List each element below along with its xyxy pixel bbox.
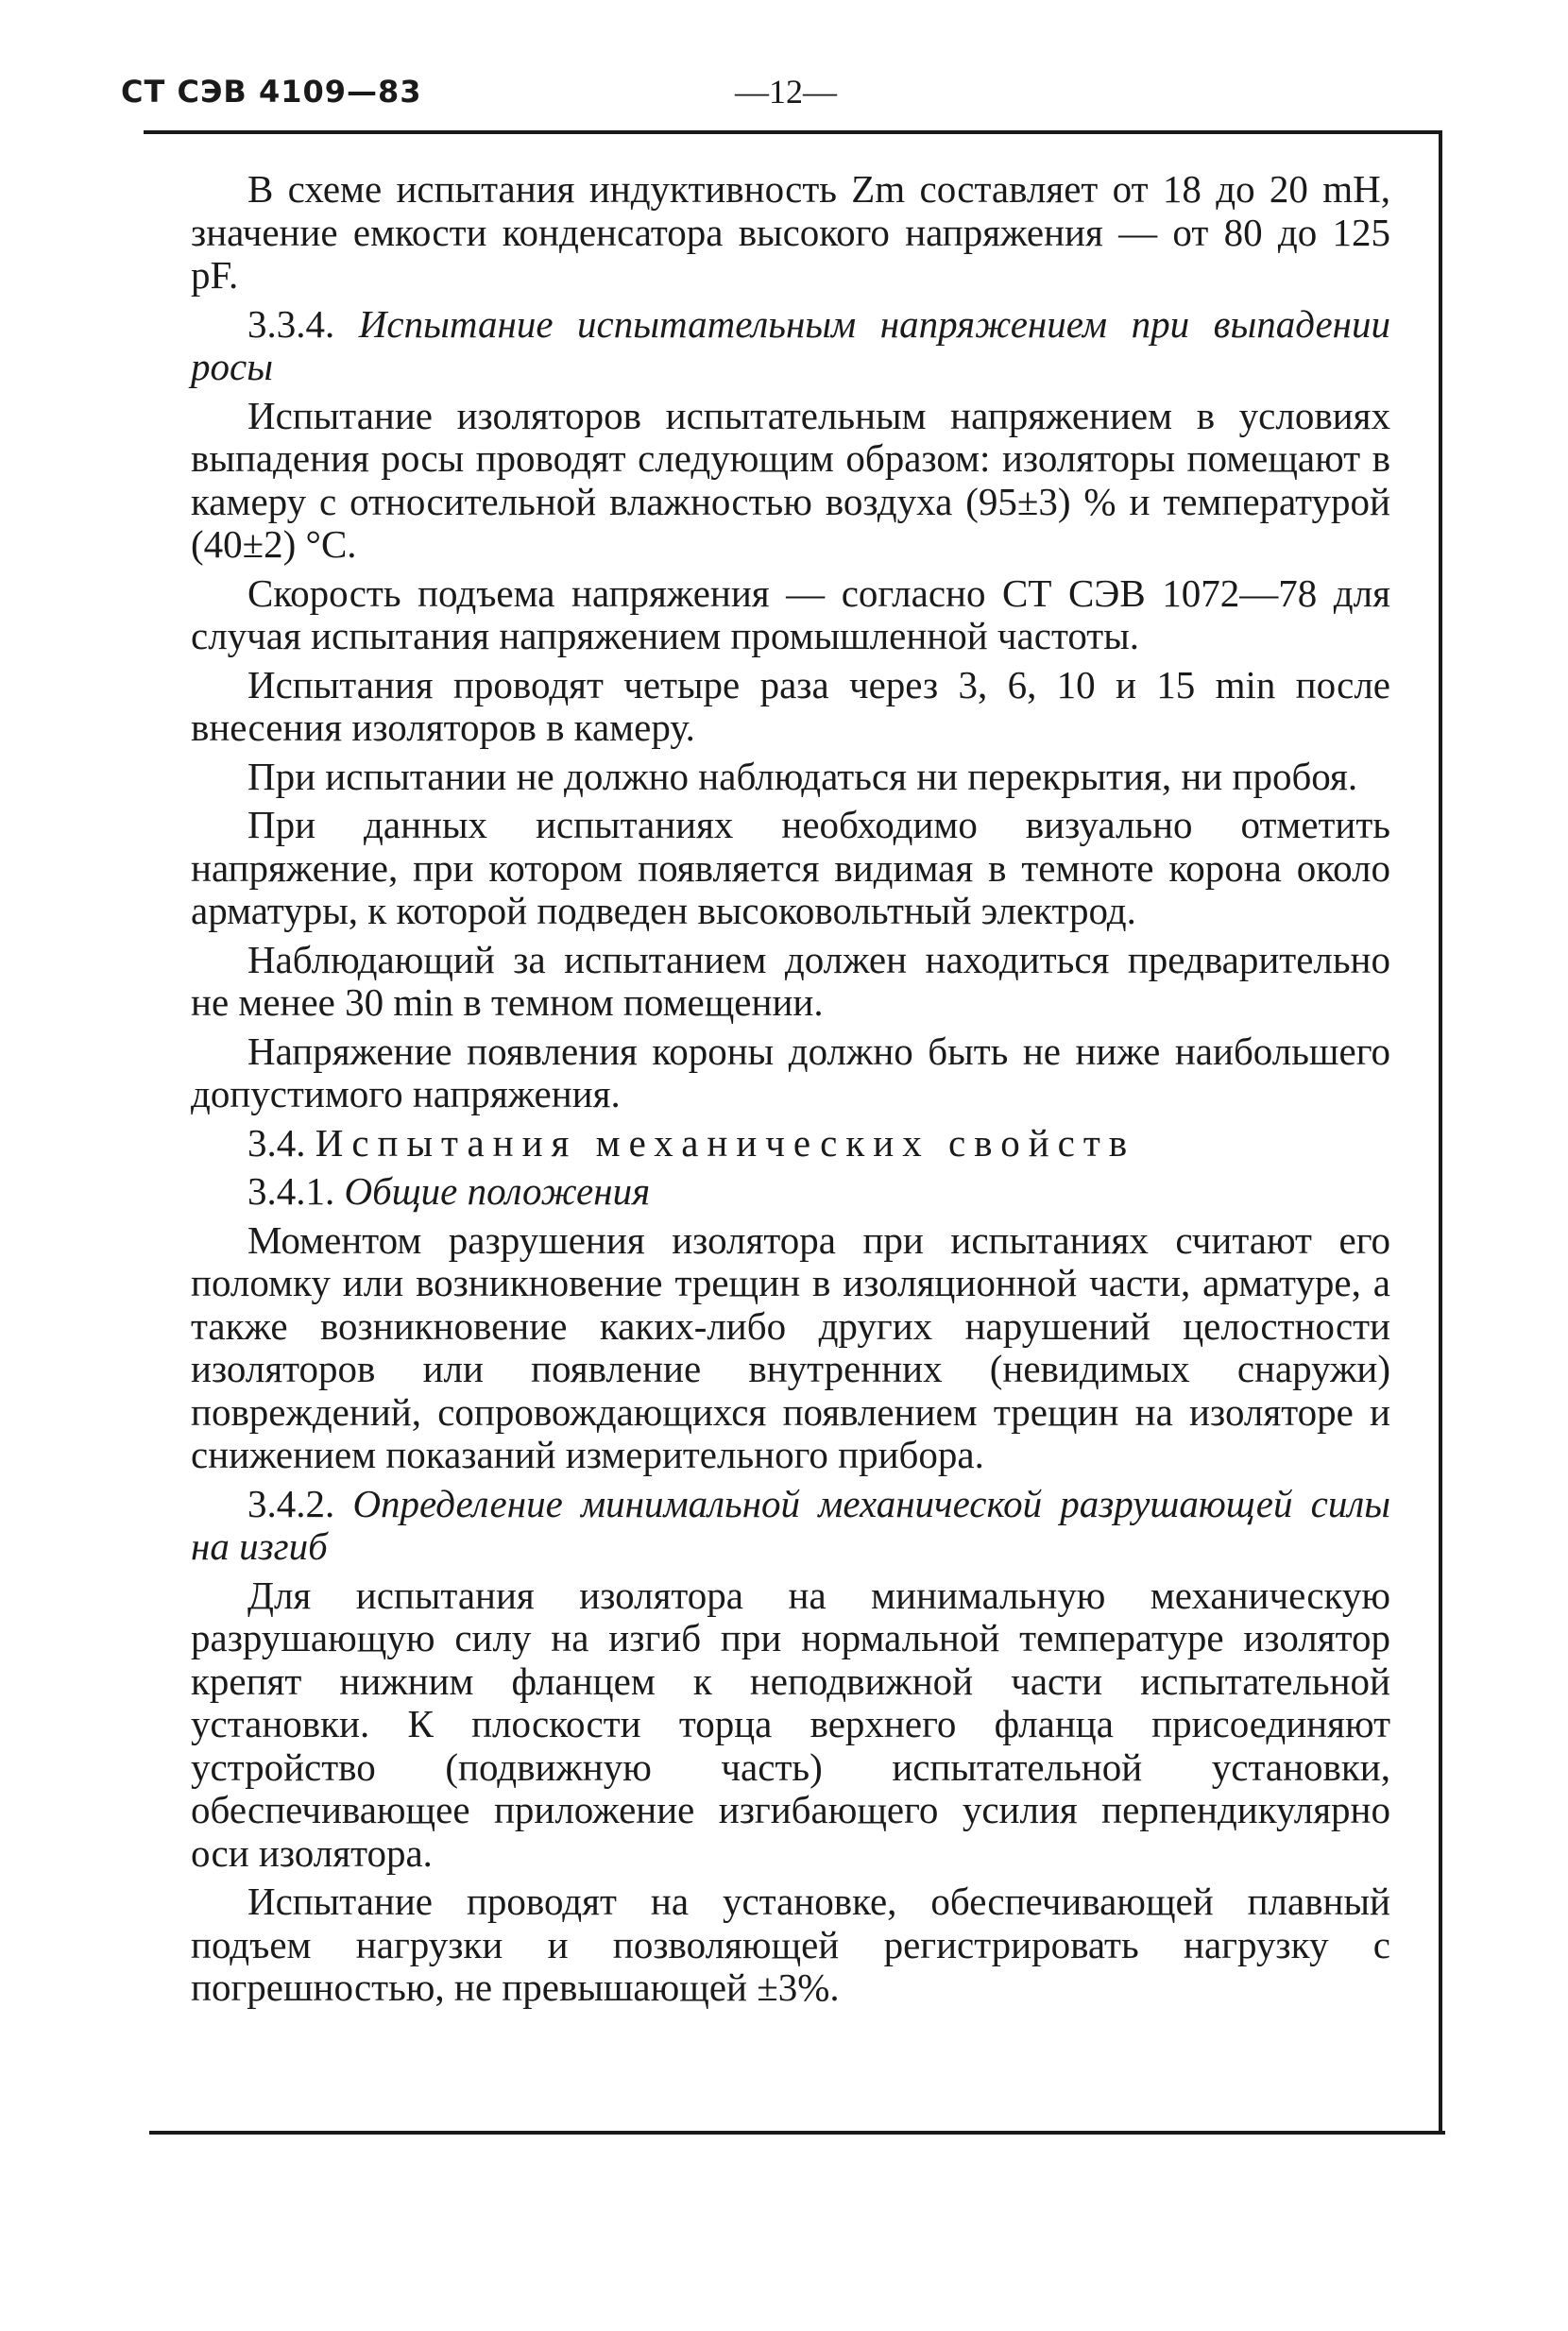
section-heading-3-3-4	[191, 303, 1390, 389]
bottom-rule	[149, 2131, 1445, 2135]
paragraph: Скорость подъема напряжения — согласно СТ СЭВ 1072—78 для случая испытания напряжением промышленной частоты.	[191, 570, 1390, 657]
paragraph: Испытание проводят на установке, обеспечивающей плавный подъем нагрузки и позволяющей регистрировать нагрузку с погрешностью, не превышающей ±3%.	[191, 1880, 1390, 2009]
paragraph: Испытание изоляторов испытательным напряжением в условиях выпадения росы проводят следующим образом: изоляторы помещают в камеру с относительной влажностью воздуха (95±3) % и температурой (40±2) °С.	[191, 393, 1390, 566]
paragraph: Испытания проводят четыре раза через 3, 6, 10 и 15 min после внесения изоляторов в камеру.	[191, 662, 1390, 749]
page-number: —12—	[735, 73, 837, 111]
section-number: 3.4.2.	[247, 1481, 335, 1525]
paragraph: При испытании не должно наблюдаться ни перекрытия, ни пробоя.	[247, 754, 1358, 798]
paragraph: В схеме испытания индуктивность Zm составляет от 18 до 20 mH, значение емкости конденсатора высокого напряжения — от 80 до 125 pF.	[191, 167, 1390, 297]
page-header	[121, 74, 1443, 130]
paragraph: Наблюдающий за испытанием должен находиться предварительно не менее 30 min в темном помещении.	[191, 937, 1390, 1024]
section-heading-3-4	[191, 1122, 1390, 1166]
paragraph: Моментом разрушения изолятора при испытаниях считают его поломку или возникновение трещин в изоляционной части, арматуре, а также возникновение каких-либо других нарушений целостности изоляторов или появление внутренних (невидимых снаружи) повреждений, сопровождающихся появлением трещин на изоляторе и снижением показаний измерительного прибора.	[191, 1217, 1390, 1476]
section-heading-3-4-1	[191, 1170, 1390, 1214]
paragraph: При данных испытаниях необходимо визуально отметить напряжение, при котором появляется видимая в темноте корона около арматуры, к которой подведен высоковольтный электрод.	[191, 803, 1390, 932]
section-number: 3.4.1.	[247, 1169, 335, 1213]
section-number: 3.3.4.	[247, 301, 335, 346]
page-content	[191, 168, 1390, 2016]
section-heading-3-4-2	[191, 1483, 1390, 1569]
paragraph: Для испытания изолятора на минимальную механическую разрушающую силу на изгиб при нормальной температуре изолятор крепят нижним фланцем к неподвижной части испытательной установки. К плоскости торца верхнего фланца присоединяют устройство (подвижную часть) испытательной установки, обеспечивающее приложение изгибающего усилия перпендикулярно оси изолятора.	[191, 1573, 1390, 1875]
section-title: Испытание испытательным напряжением при выпадении росы	[191, 301, 1391, 388]
top-rule	[144, 130, 1442, 134]
standard-code: СТ СЭВ 4109—83	[121, 74, 422, 110]
section-title: Общие положения	[344, 1169, 651, 1213]
section-title: Определение минимальной механической разрушающей силы на изгиб	[191, 1481, 1390, 1568]
paragraph: Напряжение появления короны должно быть не ниже наибольшего допустимого напряжения.	[191, 1029, 1390, 1115]
right-rule	[1439, 130, 1442, 2133]
section-number: 3.4.	[247, 1120, 306, 1165]
section-title: Испытания механических свойств	[315, 1120, 1136, 1165]
